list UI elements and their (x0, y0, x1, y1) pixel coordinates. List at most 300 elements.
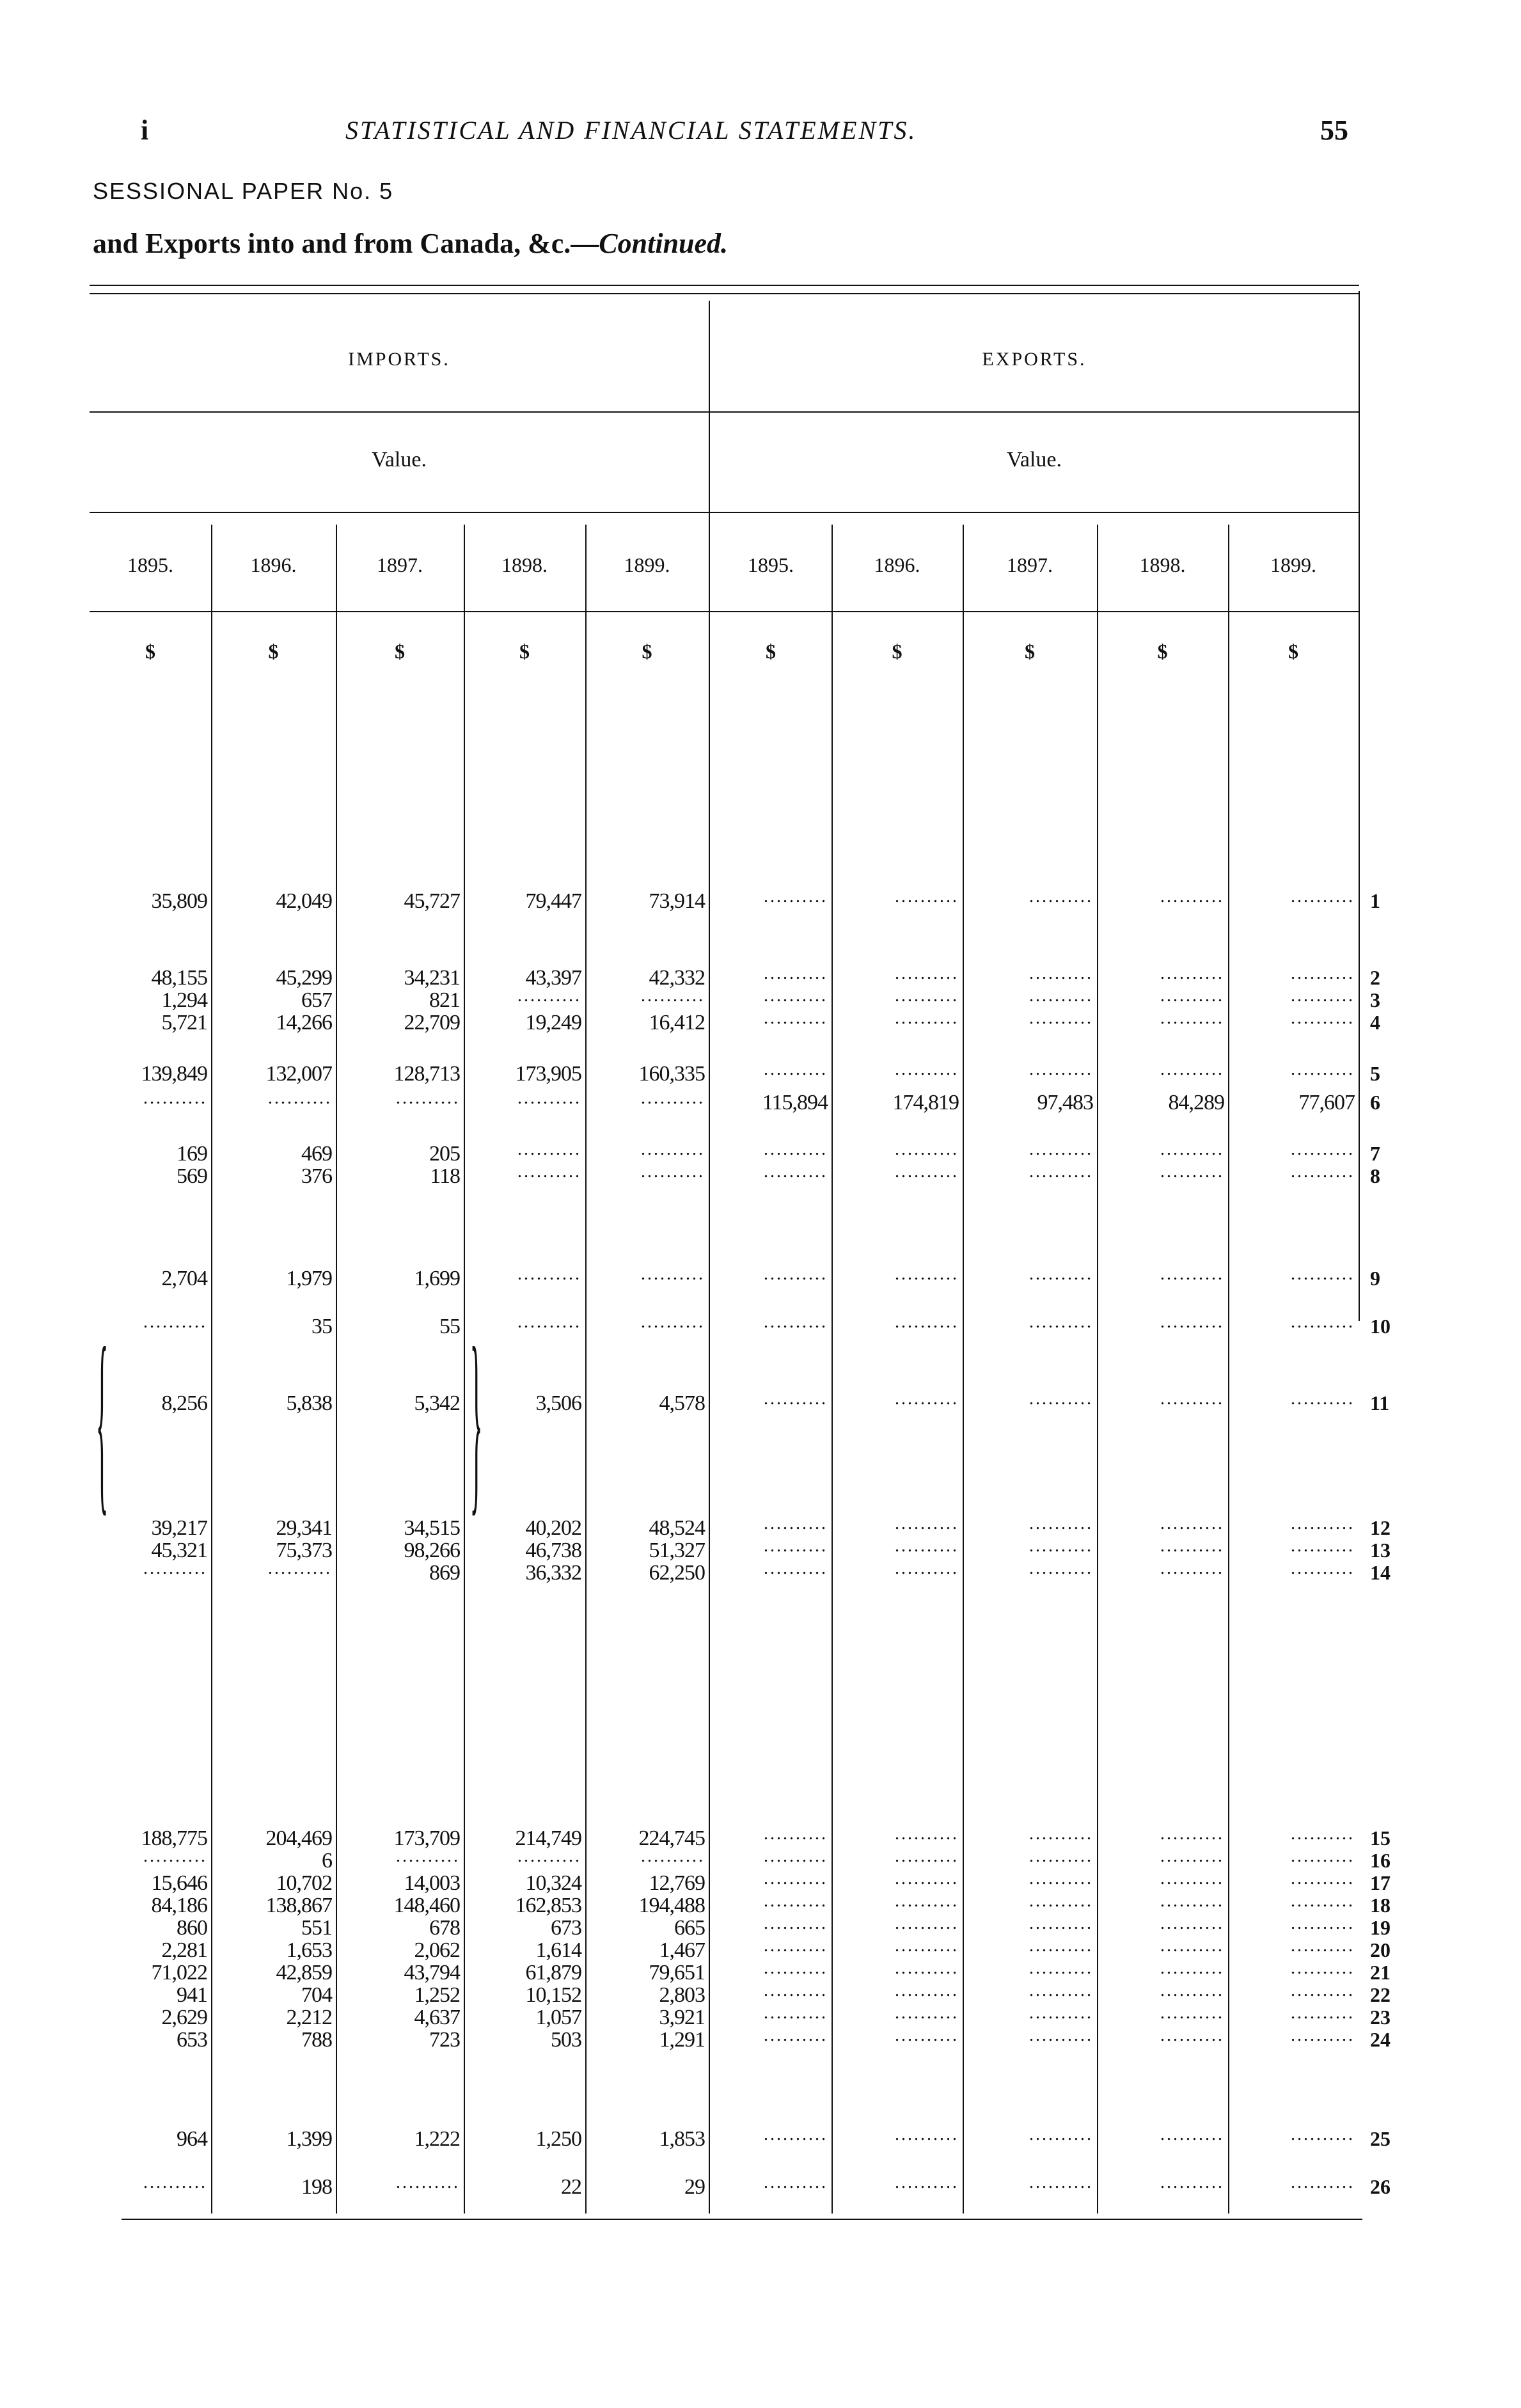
cell-imports-1899: 2,803 (659, 1983, 705, 2007)
cell-imports-1895: 569 (177, 1164, 207, 1188)
leader-dots: .......... (895, 1824, 959, 1844)
cell-imports-1896: 138,867 (265, 1894, 332, 1917)
cell-imports-1895: 941 (177, 1983, 207, 2007)
cell-imports-1896: 35 (311, 1315, 332, 1338)
cell-imports-1895: 1,294 (161, 988, 207, 1012)
year-header-exports-1898: 1898. (1139, 553, 1186, 576)
row-number: 22 (1370, 1983, 1391, 2006)
leader-dots: .......... (764, 1514, 828, 1533)
leader-dots: .......... (1160, 1162, 1224, 1182)
row-number: 13 (1370, 1539, 1391, 1562)
leader-dots: .......... (1160, 1514, 1224, 1533)
leader-dots: .......... (1160, 1536, 1224, 1556)
cell-imports-1898: 46,738 (525, 1539, 581, 1562)
leader-dots: .......... (1291, 1981, 1355, 2000)
leader-dots: .......... (895, 963, 959, 983)
cell-exports-1899: 77,607 (1298, 1091, 1355, 1114)
leader-dots: .......... (1160, 1891, 1224, 1911)
cell-imports-1896: 10,702 (276, 1871, 332, 1895)
leader-dots: .......... (764, 1891, 828, 1911)
row-number: 2 (1370, 966, 1380, 989)
cell-exports-1896: 174,819 (892, 1091, 959, 1114)
rule-under-groups (90, 411, 1359, 413)
cell-imports-1895: 84,186 (151, 1894, 207, 1917)
leader-dots: .......... (641, 986, 705, 1006)
leader-dots: .......... (764, 1981, 828, 2000)
leader-dots: .......... (764, 2125, 828, 2144)
cell-imports-1898: 503 (551, 2028, 581, 2052)
leader-dots: .......... (764, 986, 828, 1006)
leader-dots: .......... (1029, 2125, 1093, 2144)
leader-dots: .......... (1160, 1264, 1224, 1284)
row-number: 6 (1370, 1091, 1380, 1114)
exports-value-header: Value. (1007, 448, 1062, 471)
cell-imports-1897: 821 (429, 988, 460, 1012)
cell-imports-1899: 4,578 (659, 1391, 705, 1415)
leader-dots: .......... (1291, 1139, 1355, 1159)
leader-dots: .......... (895, 1389, 959, 1409)
leader-dots: .......... (1029, 1869, 1093, 1889)
cell-imports-1895: 653 (177, 2028, 207, 2052)
cell-imports-1895: 35,809 (151, 889, 207, 913)
leader-dots: .......... (1029, 1312, 1093, 1332)
subtitle-text: and Exports into and from Canada, &c.— (93, 228, 599, 259)
leader-dots: .......... (1160, 963, 1224, 983)
cell-imports-1897: 205 (429, 1142, 460, 1166)
leader-dots: .......... (641, 1312, 705, 1332)
currency-imports-1895: $ (145, 640, 155, 663)
leader-dots: .......... (895, 1264, 959, 1284)
currency-imports-1897: $ (395, 640, 405, 663)
cell-imports-1897: 98,266 (404, 1539, 460, 1562)
leader-dots: .......... (1160, 1913, 1224, 1933)
leader-dots: .......... (1291, 1389, 1355, 1409)
leader-dots: .......... (895, 1162, 959, 1182)
cell-imports-1897: 22,709 (404, 1011, 460, 1034)
leader-dots: .......... (895, 1913, 959, 1933)
rule-under-years (90, 611, 1359, 612)
cell-imports-1896: 788 (301, 2028, 332, 2052)
cell-imports-1895: 8,256 (161, 1391, 207, 1415)
leader-dots: .......... (517, 1162, 581, 1182)
cell-imports-1895: 2,281 (161, 1938, 207, 1962)
leader-dots: .......... (143, 2173, 207, 2192)
cell-imports-1897: 4,637 (414, 2006, 460, 2029)
imports-header: IMPORTS. (348, 349, 450, 370)
currency-exports-1899: $ (1288, 640, 1298, 663)
leader-dots: .......... (764, 2173, 828, 2192)
cell-imports-1899: 224,745 (638, 1826, 705, 1850)
leader-dots: .......... (895, 1936, 959, 1956)
leader-dots: .......... (895, 1981, 959, 2000)
cell-imports-1897: 1,252 (414, 1983, 460, 2007)
leader-dots: .......... (1291, 2003, 1355, 2023)
leader-dots: .......... (1029, 1139, 1093, 1159)
row-number: 11 (1370, 1391, 1390, 1414)
leader-dots: .......... (1029, 986, 1093, 1006)
leader-dots: .......... (895, 1139, 959, 1159)
leader-dots: .......... (764, 1936, 828, 1956)
cell-imports-1898: 22 (561, 2175, 581, 2199)
row-number: 18 (1370, 1894, 1391, 1917)
leader-dots: .......... (1291, 1846, 1355, 1866)
cell-imports-1897: 173,709 (393, 1826, 460, 1850)
leader-dots: .......... (1029, 1558, 1093, 1578)
leader-dots: .......... (1291, 1264, 1355, 1284)
cell-imports-1896: 198 (301, 2175, 332, 2199)
leader-dots: .......... (1291, 1913, 1355, 1933)
cell-imports-1897: 45,727 (404, 889, 460, 913)
cell-imports-1899: 1,467 (659, 1938, 705, 1962)
row-number: 4 (1370, 1011, 1380, 1034)
cell-imports-1896: 551 (301, 1916, 332, 1940)
leader-dots: .......... (1160, 2125, 1224, 2144)
row-number: 17 (1370, 1871, 1391, 1894)
leader-dots: .......... (895, 2173, 959, 2192)
leader-dots: .......... (1291, 1008, 1355, 1028)
leader-dots: .......... (1291, 1958, 1355, 1978)
cell-imports-1899: 73,914 (649, 889, 705, 913)
year-header-imports-1896: 1896. (250, 553, 297, 576)
leader-dots: .......... (1291, 1869, 1355, 1889)
leader-dots: .......... (1291, 1558, 1355, 1578)
leader-dots: .......... (1291, 1536, 1355, 1556)
leader-dots: .......... (1160, 1059, 1224, 1079)
cell-imports-1896: 29,341 (276, 1516, 332, 1540)
leader-dots: .......... (895, 1869, 959, 1889)
row-number: 16 (1370, 1849, 1391, 1872)
currency-exports-1897: $ (1025, 640, 1035, 663)
leader-dots: .......... (895, 2125, 959, 2144)
cell-imports-1897: 678 (429, 1916, 460, 1940)
leader-dots: .......... (1160, 2173, 1224, 2192)
leader-dots: .......... (1029, 2003, 1093, 2023)
cell-imports-1898: 1,250 (535, 2127, 581, 2151)
cell-imports-1896: 704 (301, 1983, 332, 2007)
leader-dots: .......... (1160, 1558, 1224, 1578)
cell-imports-1896: 45,299 (276, 966, 332, 990)
cell-imports-1898: 79,447 (525, 889, 581, 913)
cell-imports-1897: 128,713 (393, 1062, 460, 1086)
cell-imports-1896: 1,653 (286, 1938, 332, 1962)
leader-dots: .......... (1291, 887, 1355, 907)
cell-imports-1895: 860 (177, 1916, 207, 1940)
year-header-imports-1898: 1898. (501, 553, 548, 576)
row-number: 19 (1370, 1916, 1391, 1939)
cell-imports-1899: 1,291 (659, 2028, 705, 2052)
cell-imports-1898: 214,749 (515, 1826, 581, 1850)
cell-exports-1895: 115,894 (762, 1091, 828, 1114)
table-top-rule-1 (90, 285, 1359, 286)
year-header-imports-1897: 1897. (377, 553, 423, 576)
leader-dots: .......... (1029, 1389, 1093, 1409)
cell-imports-1898: 173,905 (515, 1062, 581, 1086)
leader-dots: .......... (1029, 2173, 1093, 2192)
row-number: 10 (1370, 1315, 1391, 1338)
leader-dots: .......... (895, 1059, 959, 1079)
leader-dots: .......... (1160, 986, 1224, 1006)
cell-imports-1895: 169 (177, 1142, 207, 1166)
cell-imports-1898: 19,249 (525, 1011, 581, 1034)
row-number: 20 (1370, 1938, 1391, 1961)
leader-dots: .......... (517, 1264, 581, 1284)
row-number: 15 (1370, 1826, 1391, 1850)
year-header-imports-1899: 1899. (624, 553, 670, 576)
leader-dots: .......... (1029, 2025, 1093, 2045)
cell-imports-1898: 1,614 (535, 1938, 581, 1962)
cell-imports-1897: 34,515 (404, 1516, 460, 1540)
row-number: 5 (1370, 1062, 1380, 1085)
leader-dots: .......... (764, 2025, 828, 2045)
cell-imports-1895: 188,775 (141, 1826, 207, 1850)
rule-under-value (90, 512, 1359, 513)
leader-dots: .......... (396, 1846, 460, 1866)
leader-dots: .......... (764, 1846, 828, 1866)
leader-dots: .......... (517, 1312, 581, 1332)
cell-imports-1896: 376 (301, 1164, 332, 1188)
running-title: STATISTICAL AND FINANCIAL STATEMENTS. (345, 116, 917, 145)
leader-dots: .......... (895, 887, 959, 907)
leader-dots: .......... (1291, 1891, 1355, 1911)
row-number: 24 (1370, 2028, 1391, 2051)
cell-imports-1896: 469 (301, 1142, 332, 1166)
leader-dots: .......... (641, 1162, 705, 1182)
currency-exports-1898: $ (1157, 640, 1168, 663)
leader-dots: .......... (1291, 1824, 1355, 1844)
sessional-paper-label: SESSIONAL PAPER No. 5 (93, 178, 394, 204)
cell-imports-1896: 42,049 (276, 889, 332, 913)
cell-imports-1899: 665 (674, 1916, 705, 1940)
leader-dots: .......... (764, 1913, 828, 1933)
row-number: 7 (1370, 1142, 1380, 1165)
year-header-exports-1895: 1895. (748, 553, 794, 576)
leader-dots: .......... (1029, 1981, 1093, 2000)
cell-imports-1895: 2,629 (161, 2006, 207, 2029)
leader-dots: .......... (764, 1824, 828, 1844)
row-number: 3 (1370, 988, 1380, 1011)
cell-imports-1897: 869 (429, 1561, 460, 1585)
leader-dots: .......... (641, 1846, 705, 1866)
cell-imports-1897: 55 (439, 1315, 460, 1338)
leader-dots: .......... (1291, 1059, 1355, 1079)
cell-imports-1899: 29 (684, 2175, 705, 2199)
leader-dots: .......... (1160, 1139, 1224, 1159)
cell-imports-1895: 39,217 (151, 1516, 207, 1540)
imports-value-header: Value. (372, 448, 427, 471)
row-number: 25 (1370, 2127, 1391, 2150)
leader-dots: .......... (1291, 1514, 1355, 1533)
cell-imports-1895: 45,321 (151, 1539, 207, 1562)
leader-dots: .......... (1160, 1958, 1224, 1978)
row-number: 21 (1370, 1961, 1391, 1984)
cell-imports-1895: 964 (177, 2127, 207, 2151)
cell-imports-1898: 10,324 (525, 1871, 581, 1895)
leader-dots: .......... (517, 1139, 581, 1159)
cell-imports-1898: 36,332 (525, 1561, 581, 1585)
leader-dots: .......... (1029, 1958, 1093, 1978)
leader-dots: .......... (764, 1536, 828, 1556)
leader-dots: .......... (1029, 963, 1093, 983)
currency-imports-1896: $ (268, 640, 279, 663)
leader-dots: .......... (764, 1139, 828, 1159)
year-header-exports-1896: 1896. (874, 553, 920, 576)
leader-dots: .......... (1029, 1059, 1093, 1079)
cell-imports-1897: 1,699 (414, 1267, 460, 1290)
cell-exports-1897: 97,483 (1037, 1091, 1093, 1114)
cell-imports-1895: 139,849 (141, 1062, 207, 1086)
leader-dots: .......... (1029, 1264, 1093, 1284)
row-number: 23 (1370, 2006, 1391, 2029)
leader-dots: .......... (143, 1088, 207, 1108)
leader-dots: .......... (1160, 887, 1224, 907)
leader-dots: .......... (895, 986, 959, 1006)
cell-imports-1897: 2,062 (414, 1938, 460, 1962)
leader-dots: .......... (1029, 1536, 1093, 1556)
leader-dots: .......... (143, 1846, 207, 1866)
leader-dots: .......... (1029, 1891, 1093, 1911)
leader-dots: .......... (764, 1389, 828, 1409)
cell-imports-1898: 10,152 (525, 1983, 581, 2007)
leader-dots: .......... (1029, 1008, 1093, 1028)
leader-dots: .......... (764, 887, 828, 907)
table-subtitle (93, 227, 728, 260)
leader-dots: .......... (1291, 986, 1355, 1006)
row-number: 9 (1370, 1267, 1380, 1290)
leader-dots: .......... (764, 1162, 828, 1182)
leader-dots: .......... (764, 1008, 828, 1028)
table-top-rule-2 (90, 293, 1359, 294)
header-left-mark: i (141, 115, 149, 146)
leader-dots: .......... (1291, 1936, 1355, 1956)
page-number: 55 (1320, 115, 1348, 146)
leader-dots: .......... (895, 1558, 959, 1578)
cell-imports-1898: 43,397 (525, 966, 581, 990)
leader-dots: .......... (764, 1958, 828, 1978)
leader-dots: .......... (1291, 1312, 1355, 1332)
leader-dots: .......... (764, 2003, 828, 2023)
cell-imports-1897: 723 (429, 2028, 460, 2052)
cell-imports-1897: 5,342 (414, 1391, 460, 1415)
leader-dots: .......... (1160, 1008, 1224, 1028)
leader-dots: .......... (764, 1869, 828, 1889)
cell-imports-1898: 61,879 (525, 1961, 581, 1984)
cell-imports-1896: 2,212 (286, 2006, 332, 2029)
cell-imports-1898: 162,853 (515, 1894, 581, 1917)
leader-dots: .......... (895, 1958, 959, 1978)
cell-imports-1895: 2,704 (161, 1267, 207, 1290)
leader-dots: .......... (1029, 1936, 1093, 1956)
cell-imports-1898: 3,506 (535, 1391, 581, 1415)
leader-dots: .......... (1160, 1389, 1224, 1409)
leader-dots: .......... (895, 1846, 959, 1866)
leader-dots: .......... (1291, 1162, 1355, 1182)
row-number: 1 (1370, 889, 1380, 912)
cell-imports-1897: 14,003 (404, 1871, 460, 1895)
leader-dots: .......... (895, 1008, 959, 1028)
cell-imports-1899: 1,853 (659, 2127, 705, 2151)
currency-imports-1898: $ (519, 640, 530, 663)
leader-dots: .......... (1291, 2125, 1355, 2144)
row-number: 14 (1370, 1561, 1391, 1584)
leader-dots: .......... (764, 963, 828, 983)
leader-dots: .......... (1160, 1846, 1224, 1866)
cell-imports-1897: 34,231 (404, 966, 460, 990)
cell-imports-1896: 42,859 (276, 1961, 332, 1984)
leader-dots: .......... (517, 1846, 581, 1866)
leader-dots: .......... (1160, 1312, 1224, 1332)
leader-dots: .......... (517, 986, 581, 1006)
leader-dots: .......... (1160, 2003, 1224, 2023)
cell-imports-1899: 3,921 (659, 2006, 705, 2029)
cell-imports-1896: 6 (322, 1849, 332, 1873)
leader-dots: .......... (1029, 1846, 1093, 1866)
year-header-exports-1899: 1899. (1270, 553, 1316, 576)
year-header-imports-1895: 1895. (127, 553, 173, 576)
leader-dots: .......... (1029, 1514, 1093, 1533)
leader-dots: .......... (1160, 1869, 1224, 1889)
cell-imports-1896: 1,399 (286, 2127, 332, 2151)
row-number: 26 (1370, 2175, 1391, 2198)
leader-dots: .......... (1029, 1162, 1093, 1182)
leader-dots: .......... (1291, 2173, 1355, 2192)
leader-dots: .......... (764, 1558, 828, 1578)
cell-imports-1897: 1,222 (414, 2127, 460, 2151)
leader-dots: .......... (1160, 1936, 1224, 1956)
right-brace: } (470, 1304, 483, 1534)
leader-dots: .......... (1291, 963, 1355, 983)
cell-imports-1896: 75,373 (276, 1539, 332, 1562)
leader-dots: .......... (764, 1312, 828, 1332)
cell-imports-1899: 194,488 (638, 1894, 705, 1917)
cell-imports-1895: 48,155 (151, 966, 207, 990)
currency-imports-1899: $ (642, 640, 652, 663)
leader-dots: .......... (1029, 887, 1093, 907)
leader-dots: .......... (396, 2173, 460, 2192)
currency-exports-1896: $ (892, 640, 902, 663)
currency-exports-1895: $ (766, 640, 776, 663)
leader-dots: .......... (143, 1312, 207, 1332)
leader-dots: .......... (143, 1558, 207, 1578)
cell-imports-1896: 14,266 (276, 1011, 332, 1034)
cell-imports-1897: 43,794 (404, 1961, 460, 1984)
leader-dots: .......... (641, 1088, 705, 1108)
cell-imports-1899: 51,327 (649, 1539, 705, 1562)
leader-dots: .......... (1029, 1913, 1093, 1933)
exports-header: EXPORTS. (982, 349, 1087, 370)
cell-imports-1899: 12,769 (649, 1871, 705, 1895)
cell-imports-1898: 40,202 (525, 1516, 581, 1540)
leader-dots: .......... (1160, 1981, 1224, 2000)
cell-imports-1899: 79,651 (649, 1961, 705, 1984)
cell-exports-1898: 84,289 (1168, 1091, 1224, 1114)
cell-imports-1896: 657 (301, 988, 332, 1012)
cell-imports-1895: 5,721 (161, 1011, 207, 1034)
leader-dots: .......... (895, 2003, 959, 2023)
leader-dots: .......... (895, 1891, 959, 1911)
cell-imports-1895: 15,646 (151, 1871, 207, 1895)
leader-dots: .......... (268, 1558, 332, 1578)
leader-dots: .......... (517, 1088, 581, 1108)
table-right-border (1359, 291, 1360, 1321)
row-number: 12 (1370, 1516, 1391, 1539)
cell-imports-1899: 48,524 (649, 1516, 705, 1540)
leader-dots: .......... (764, 1059, 828, 1079)
leader-dots: .......... (641, 1264, 705, 1284)
leader-dots: .......... (764, 1264, 828, 1284)
leader-dots: .......... (1029, 1824, 1093, 1844)
cell-imports-1897: 118 (430, 1164, 460, 1188)
left-brace: { (96, 1304, 109, 1534)
